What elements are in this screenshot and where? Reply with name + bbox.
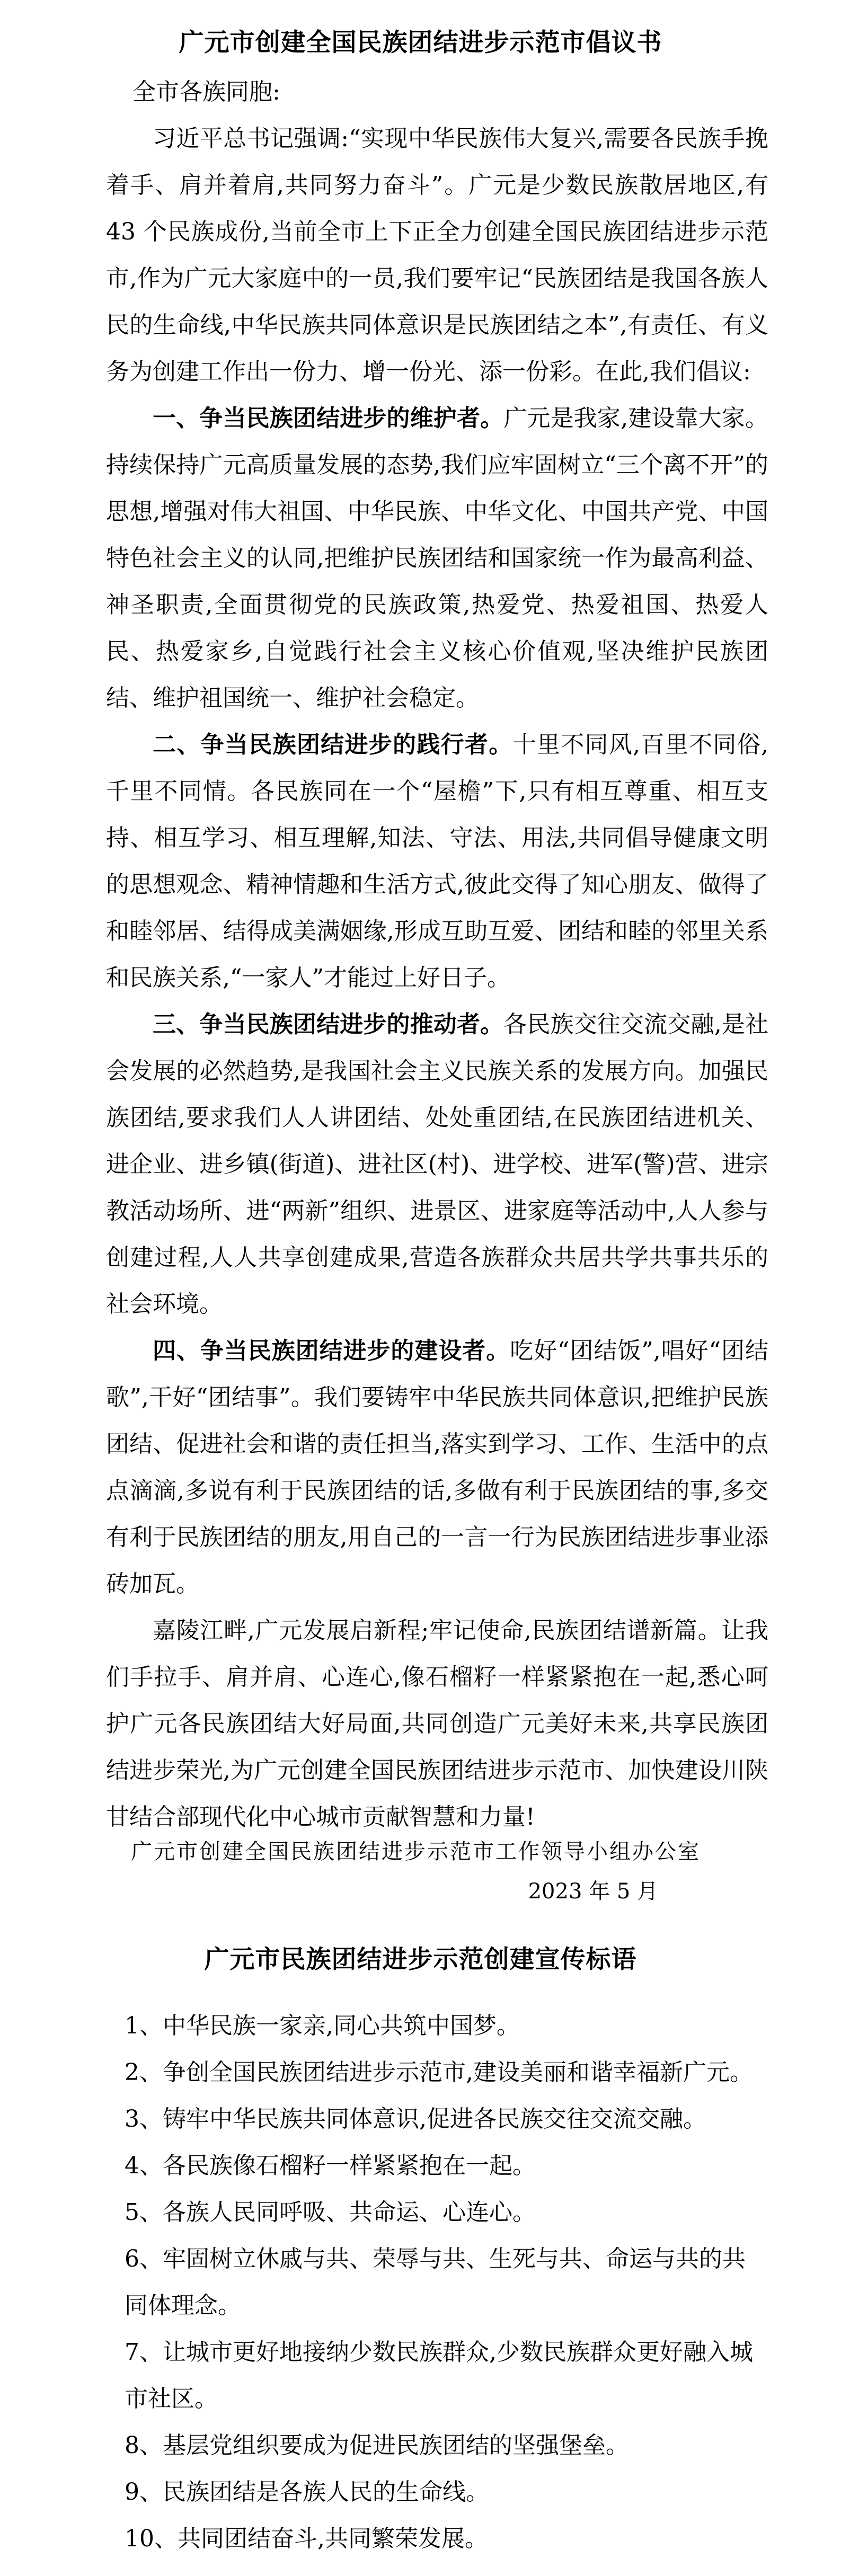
slogan-item: 4、各民族像石榴籽一样紧紧抱在一起。 (125, 2152, 536, 2179)
salutation: 全市各族同胞: (132, 78, 280, 105)
signature-date: 2023 年 5 月 (528, 1879, 658, 1904)
slogan-item: 1、中华民族一家亲,同心共筑中国梦。 (125, 2012, 520, 2039)
proposal-body (106, 69, 768, 1841)
proposal-item (106, 395, 768, 722)
slogan-item: 8、基层党组织要成为促进民族团结的坚强堡垒。 (125, 2432, 629, 2459)
closing-paragraph: 嘉陵江畔,广元发展启新程;牢记使命,民族团结谱新篇。让我们手拉手、肩并肩、心连心,像石榴籽一样紧紧抱在一起,悉心呵护广元各民族团结大好局面,共同创造广元美好未来,共享民族团结进步荣光,为广元创建全国民族团结进步示范市、加快建设川陕甘结合部现代化中心城市贡献智慧和力量! (106, 1617, 768, 1831)
proposal-item-lead: 三、争当民族团结进步的推动者。 (153, 1011, 504, 1038)
proposal-item-body: 各民族交往交流交融,是社会发展的必然趋势,是我国社会主义民族关系的发展方向。加强民族团结,要求我们人人讲团结、处处重团结,在民族团结进机关、进企业、进乡镇(街道)、进社区(村)、进学校、进军(警)营、进宗教活动场所、进“两新”组织、进景区、进家庭等活动中,人人参与创建过程,人人共享创建成果,营造各族群众共居共学共事共乐的社会环境。 (106, 1011, 768, 1318)
slogan-item: 9、民族团结是各族人民的生命线。 (125, 2479, 489, 2506)
proposal-item-body: 广元是我家,建设靠大家。持续保持广元高质量发展的态势,我们应牢固树立“三个离不开”的思想,增强对伟大祖国、中华民族、中华文化、中国共产党、中国特色社会主义的认同,把维护民族团结和国家统一作为最高利益、神圣职责,全面贯彻党的民族政策,热爱党、热爱祖国、热爱人民、热爱家乡,自觉践行社会主义核心价值观,坚决维护民族团结、维护祖国统一、维护社会稳定。 (106, 405, 768, 712)
slogan-item: 10、共同团结奋斗,共同繁荣发展。 (125, 2525, 488, 2552)
slogan-item: 6、牢固树立休戚与共、荣辱与共、生死与共、命运与共的共同体理念。 (125, 2245, 746, 2319)
proposal-item-lead: 二、争当民族团结进步的践行者。 (153, 731, 513, 758)
proposal-item-lead: 一、争当民族团结进步的维护者。 (153, 405, 504, 432)
proposal-item (106, 722, 768, 1001)
proposal-item (106, 1328, 768, 1607)
proposal-item (106, 1001, 768, 1328)
intro-paragraph: 习近平总书记强调:“实现中华民族伟大复兴,需要各民族手挽着手、肩并着肩,共同努力奋斗”。广元是少数民族散居地区,有 43 个民族成份,当前全市上下正全力创建全国民族团结进步示范市,作为广元大家庭中的一员,我们要牢记“民族团结是我国各族人民的生命线,中华民族共同体意识是民族团结之本”,有责任、有义务为创建工作出一份力、增一份光、添一份彩。在此,我们倡议: (106, 125, 768, 385)
slogans-title: 广元市民族团结进步示范创建宣传标语 (204, 1945, 637, 1974)
slogan-item: 2、争创全国民族团结进步示范市,建设美丽和谐幸福新广元。 (125, 2059, 753, 2086)
proposal-item-body: 十里不同风,百里不同俗,千里不同情。各民族同在一个“屋檐”下,只有相互尊重、相互支持、相互学习、相互理解,知法、守法、用法,共同倡导健康文明的思想观念、精神情趣和生活方式,彼此交得了知心朋友、做得了和睦邻居、结得成美满姻缘,形成互助互爱、团结和睦的邻里关系和民族关系,“一家人”才能过上好日子。 (106, 731, 768, 991)
signature-org: 广元市创建全国民族团结进步示范市工作领导小组办公室 (131, 1840, 701, 1864)
slogan-list (125, 2003, 760, 2562)
proposal-title: 广元市创建全国民族团结进步示范市倡议书 (179, 28, 662, 58)
proposal-item-body: 吃好“团结饭”,唱好“团结歌”,干好“团结事”。我们要铸牢中华民族共同体意识,把维护民族团结、促进社会和谐的责任担当,落实到学习、工作、生活中的点点滴滴,多说有利于民族团结的话,多做有利于民族团结的事,多交有利于民族团结的朋友,用自己的一言一行为民族团结进步事业添砖加瓦。 (106, 1337, 769, 1597)
slogan-item: 7、让城市更好地接纳少数民族群众,少数民族群众更好融入城市社区。 (125, 2339, 753, 2412)
proposal-item-lead: 四、争当民族团结进步的建设者。 (153, 1337, 510, 1364)
slogan-item: 5、各族人民同呼吸、共命运、心连心。 (125, 2199, 536, 2226)
slogan-item: 3、铸牢中华民族共同体意识,促进各民族交往交流交融。 (125, 2106, 706, 2133)
